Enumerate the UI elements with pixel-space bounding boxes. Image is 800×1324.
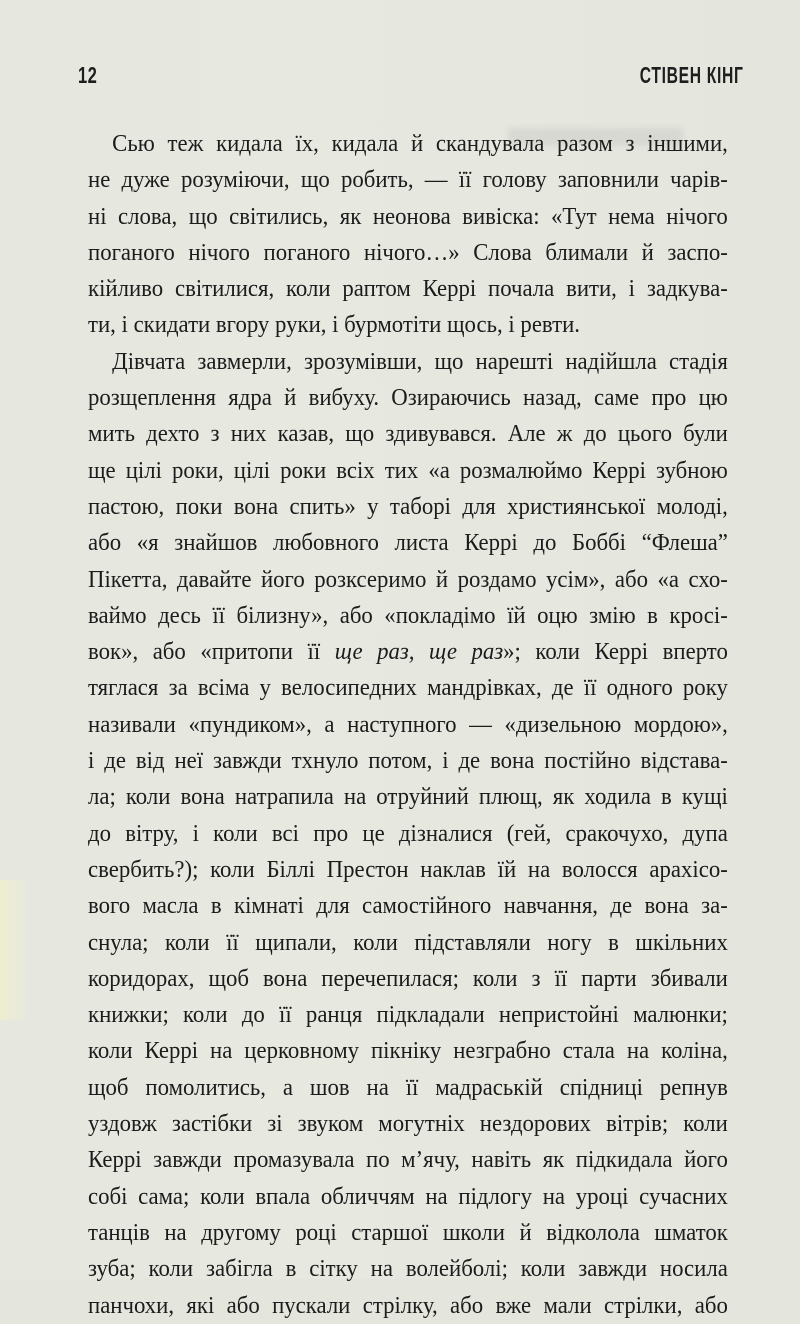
text-line: Сью теж кидала їх, кидала й скандувала разом з іншими, (112, 130, 728, 157)
text-run: »; коли Керрі вперто (503, 638, 728, 666)
text-line: книжки; коли до її ранця підкладали непристойні малюнки; (88, 1001, 728, 1029)
page-number: 12 (78, 62, 98, 88)
text-line: кійливо світилися, коли раптом Керрі почала вити, і задкува- (88, 275, 728, 303)
text-run: вок», або «притопи її (88, 638, 335, 666)
text-line: ні слова, що світились, як неонова вивіска: «Тут нема нічого (88, 202, 728, 230)
page-header (78, 62, 744, 94)
text-line: ваймо десь її білизну», або «покладімо їй оцю змію в кросі- (88, 601, 728, 629)
light-reflection (0, 880, 30, 1020)
text-line: уздовж застібки зі звуком могутніх нездорових вітрів; коли (88, 1110, 728, 1138)
text-line: пастою, поки вона спить» у таборі для християнської молоді, (88, 492, 728, 520)
text-line: тяглася за всіма у велосипедних мандрівках, де її одного року (88, 674, 728, 702)
text-line: ще цілі роки, цілі роки всіх тих «а розмалюймо Керрі зубною (88, 456, 728, 484)
text-line: коридорах, щоб вона перечепилася; коли з її парти збивали (88, 964, 728, 992)
text-line: щоб помолитись, а шов на її мадраській спідниці репнув (88, 1073, 728, 1101)
text-line: вого масла в кімнаті для самостійного навчання, де вона за- (88, 892, 728, 920)
text-line: зуба; коли забігла в сітку на волейболі; коли завжди носила (88, 1255, 728, 1283)
text-line: Керрі завжди промазувала по м’ячу, навіть як підкидала його (88, 1146, 728, 1174)
text-line: поганого нічого поганого нічого…» Слова блимали й заспо- (88, 238, 728, 266)
text-line: собі сама; коли впала обличчям на підлогу на уроці сучасних (88, 1182, 728, 1210)
text-line: Дівчата завмерли, зрозумівши, що нарешті надійшла стадія (112, 347, 728, 375)
running-head-author: СТІВЕН КІНГ (640, 62, 744, 88)
text-line: до вітру, і коли всі про це дізналися (гей, сракочухо, дупа (88, 819, 728, 847)
text-line: або «я знайшов любовного листа Керрі до Боббі “Флеша” (88, 529, 728, 557)
text-line: мить дехто з них казав, що здивувався. Але ж до цього були (88, 420, 728, 448)
text-line: не дуже розуміючи, що робить, — її голову заповнили чарів- (88, 166, 728, 194)
text-line: коли Керрі на церковному пікніку незграбно стала на коліна, (88, 1037, 728, 1065)
italic-emphasis: ще раз, ще раз (334, 638, 504, 666)
text-line: снула; коли її щипали, коли підставляли ногу в шкільних (88, 928, 728, 956)
text-line-with-italic (88, 634, 728, 670)
text-line: Пікетта, давайте його розксеримо й роздамо усім», або «а схо- (88, 565, 728, 593)
text-line: танців на другому році старшої школи й відколола шматок (88, 1218, 728, 1246)
text-line: ти, і скидати вгору руки, і бурмотіти щось, і ревти. (88, 311, 580, 339)
text-line: свербить?); коли Біллі Престон наклав їй на волосся арахісо- (88, 855, 728, 883)
body-text (88, 126, 728, 1324)
text-line: називали «пундиком», а наступного — «дизельною мордою», (88, 710, 728, 738)
text-line: і де від неї завжди тхнуло потом, і де вона постійно відстава- (88, 747, 728, 775)
text-line: ла; коли вона натрапила на отруйний плющ, як ходила в кущі (88, 783, 728, 811)
text-line: розщеплення ядра й вибуху. Озираючись назад, саме про цю (88, 384, 728, 412)
text-line: панчохи, які або пускали стрілку, або вже мали стрілки, або (88, 1291, 728, 1319)
